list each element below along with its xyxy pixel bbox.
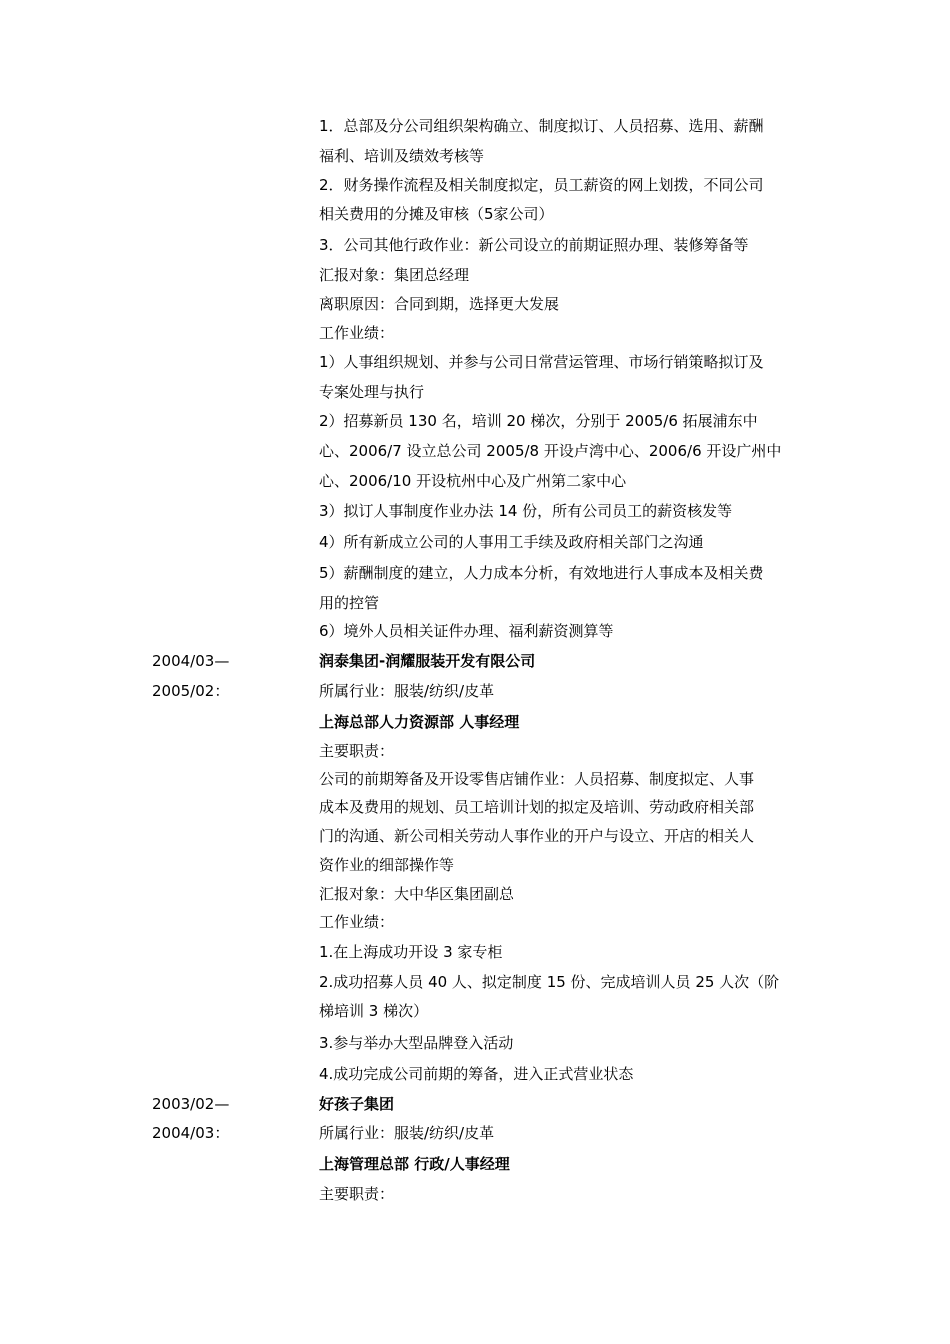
text-line	[0, 377, 950, 407]
job-end-date: 2005/02：	[152, 682, 230, 700]
line-text: 资作业的细部操作等	[319, 856, 455, 874]
text-line	[0, 996, 950, 1026]
text-line	[0, 821, 950, 851]
text-line	[0, 937, 950, 967]
job-industry-row	[0, 1118, 950, 1148]
text-line	[0, 199, 950, 229]
text-line	[0, 736, 950, 766]
job-title: 上海总部人力资源部 人事经理	[319, 713, 520, 731]
line-text: 心、2006/10 开设杭州中心及广州第二家中心	[319, 472, 627, 490]
line-text: 1．总部及分公司组织架构确立、制度拟订、人员招募、选用、薪酬	[319, 117, 764, 135]
line-text: 工作业绩：	[319, 324, 395, 342]
text-line	[0, 558, 950, 588]
job-end-date: 2004/03：	[152, 1124, 230, 1142]
text-line	[0, 616, 950, 646]
text-line	[0, 111, 950, 141]
text-line	[0, 406, 950, 436]
text-line	[0, 347, 950, 377]
line-text: 6）境外人员相关证件办理、福利薪资测算等	[319, 622, 614, 640]
line-text: 福利、培训及绩效考核等	[319, 147, 485, 165]
line-text: 3）拟订人事制度作业办法 14 份，所有公司员工的薪资核发等	[319, 502, 733, 520]
text-line	[0, 260, 950, 290]
job-start-date: 2004/03—	[152, 652, 230, 670]
line-text: 主要职责：	[319, 1185, 395, 1203]
text-line	[0, 496, 950, 526]
line-text: 4.成功完成公司前期的筹备，进入正式营业状态	[319, 1065, 634, 1083]
line-text: 公司的前期筹备及开设零售店铺作业：人员招募、制度拟定、人事	[319, 770, 755, 788]
line-text: 2．财务操作流程及相关制度拟定，员工薪资的网上划拨，不同公司	[319, 176, 764, 194]
text-line	[0, 1028, 950, 1058]
line-text: 汇报对象：集团总经理	[319, 266, 470, 284]
text-line	[0, 230, 950, 260]
job-start-date: 2003/02—	[152, 1095, 230, 1113]
text-line	[0, 466, 950, 496]
line-text: 2.成功招募人员 40 人、拟定制度 15 份、完成培训人员 25 人次（阶	[319, 973, 780, 991]
text-line	[0, 1179, 950, 1209]
job-header-row	[0, 646, 950, 676]
line-text: 3.参与举办大型品牌登入活动	[319, 1034, 514, 1052]
line-text: 1.在上海成功开设 3 家专柜	[319, 943, 503, 961]
company-name: 润泰集团-润耀服装开发有限公司	[319, 652, 536, 670]
text-line	[0, 1059, 950, 1089]
line-text: 所属行业：服装/纺织/皮革	[319, 682, 495, 700]
line-text: 工作业绩：	[319, 913, 395, 931]
text-line	[0, 1149, 950, 1179]
line-text: 汇报对象：大中华区集团副总	[319, 885, 515, 903]
text-line	[0, 588, 950, 618]
line-text: 成本及费用的规划、员工培训计划的拟定及培训、劳动政府相关部	[319, 798, 755, 816]
job-industry-row	[0, 676, 950, 706]
line-text: 3．公司其他行政作业：新公司设立的前期证照办理、装修筹备等	[319, 236, 749, 254]
line-text: 心、2006/7 设立总公司 2005/8 开设卢湾中心、2006/6 开设广州中	[319, 442, 782, 460]
text-line	[0, 436, 950, 466]
text-line	[0, 141, 950, 171]
text-line	[0, 850, 950, 880]
line-text: 5）薪酬制度的建立，人力成本分析，有效地进行人事成本及相关费	[319, 564, 764, 582]
line-text: 1）人事组织规划、并参与公司日常营运管理、市场行销策略拟订及	[319, 353, 764, 371]
company-name: 好孩子集团	[319, 1095, 395, 1113]
text-line	[0, 907, 950, 937]
line-text: 离职原因：合同到期，选择更大发展	[319, 295, 560, 313]
line-text: 主要职责：	[319, 742, 395, 760]
line-text: 用的控管	[319, 594, 380, 612]
text-line	[0, 879, 950, 909]
line-text: 2）招募新员 130 名，培训 20 梯次，分别于 2005/6 拓展浦东中	[319, 412, 758, 430]
text-line	[0, 289, 950, 319]
line-text: 专案处理与执行	[319, 383, 425, 401]
line-text: 所属行业：服装/纺织/皮革	[319, 1124, 495, 1142]
text-line	[0, 527, 950, 557]
text-line	[0, 792, 950, 822]
line-text: 门的沟通、新公司相关劳动人事作业的开户与设立、开店的相关人	[319, 827, 755, 845]
line-text: 相关费用的分摊及审核（5家公司）	[319, 205, 554, 223]
text-line	[0, 764, 950, 794]
job-header-row	[0, 1089, 950, 1119]
text-line	[0, 967, 950, 997]
text-line	[0, 318, 950, 348]
line-text: 4）所有新成立公司的人事用工手续及政府相关部门之沟通	[319, 533, 704, 551]
text-line	[0, 170, 950, 200]
job-title: 上海管理总部 行政/人事经理	[319, 1155, 510, 1173]
text-line	[0, 707, 950, 737]
line-text: 梯培训 3 梯次）	[319, 1002, 429, 1020]
